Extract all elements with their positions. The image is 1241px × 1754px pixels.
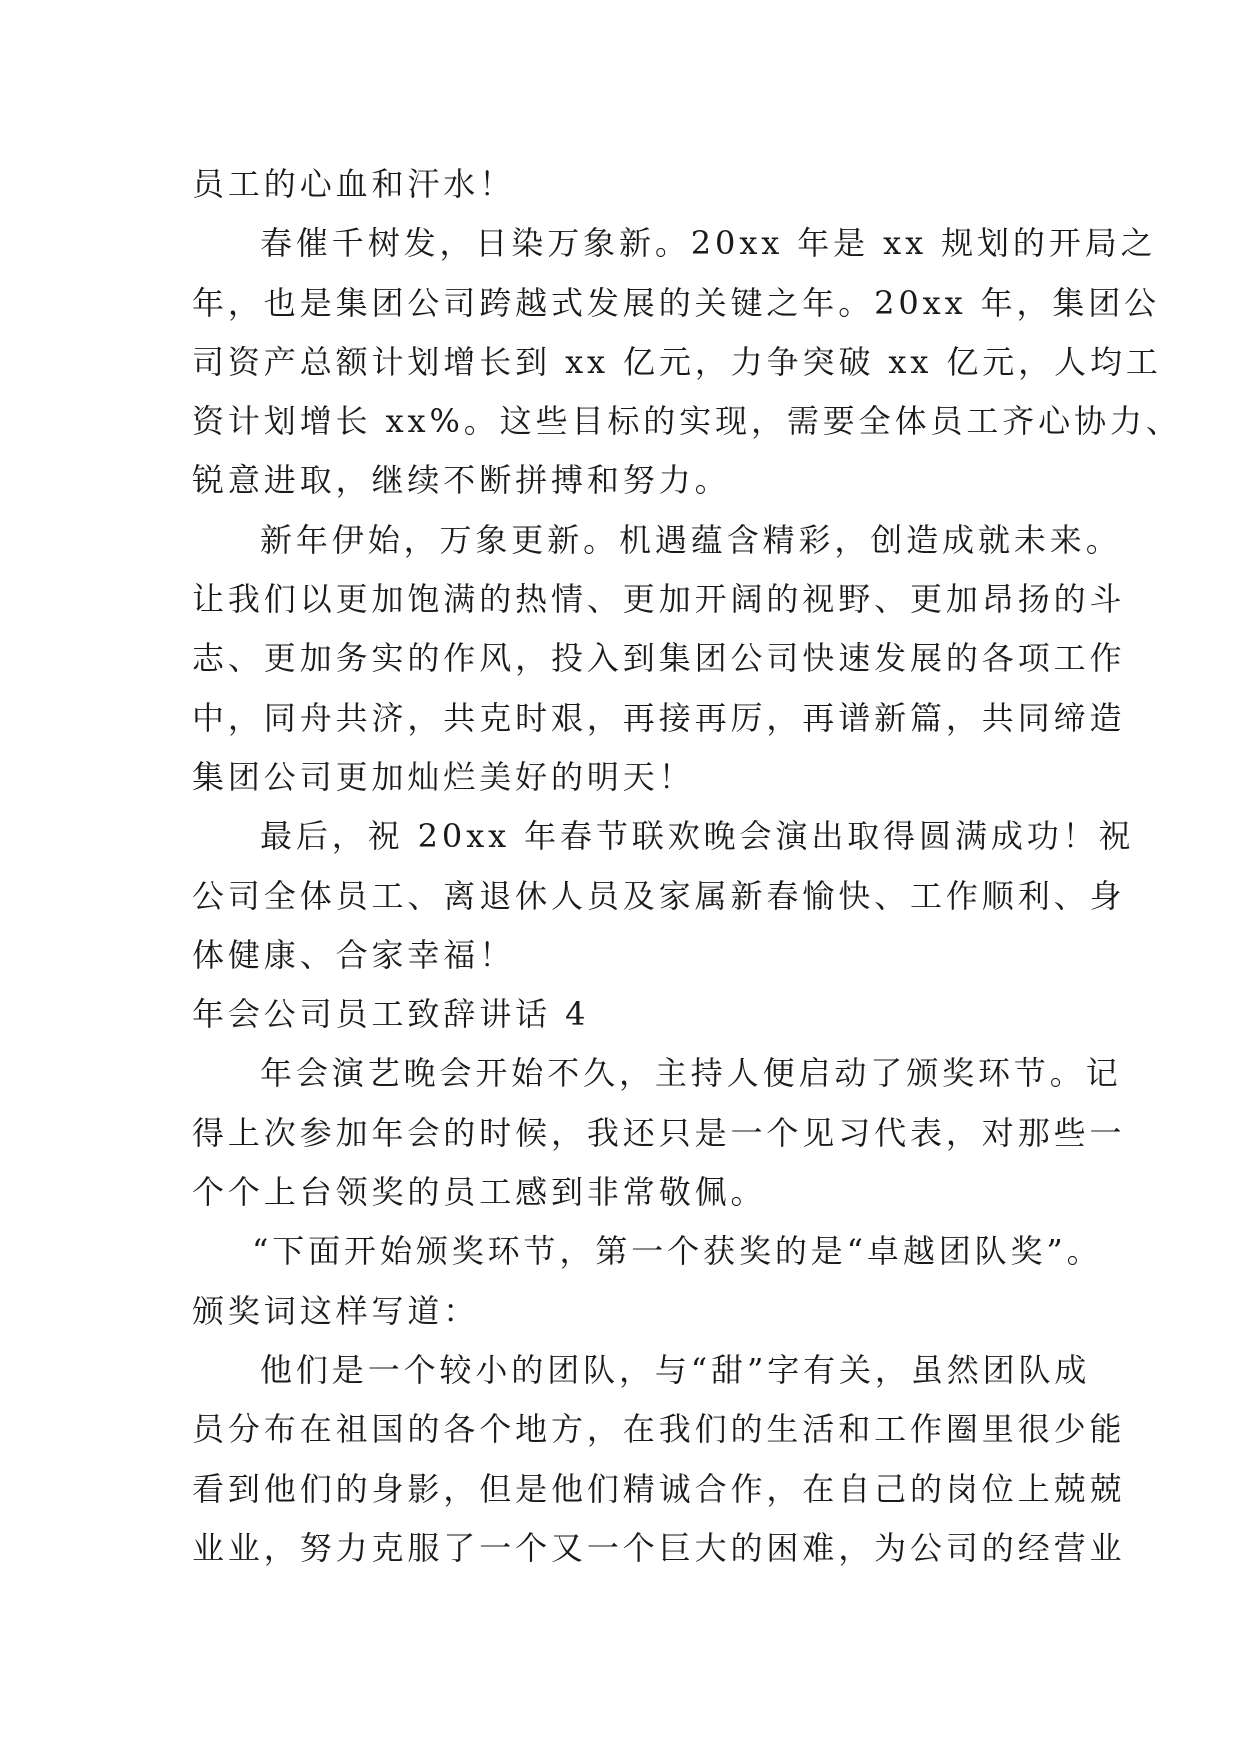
- paragraph-line: 集团公司更加灿烂美好的明天！: [192, 757, 695, 796]
- paragraph-line: 锐意进取，继续不断拼搏和努力。: [192, 461, 731, 500]
- paragraph-line: 资计划增长 xx%。这些目标的实现，需要全体员工齐心协力、: [192, 402, 1182, 441]
- paragraph-line: 得上次参加年会的时候，我还只是一个见习代表，对那些一: [192, 1113, 1126, 1152]
- paragraph-line: 中，同舟共济，共克时艰，再接再厉，再谱新篇，共同缔造: [192, 698, 1126, 737]
- paragraph-line: 最后，祝 20xx 年春节联欢晚会演出取得圆满成功！祝: [260, 817, 1135, 856]
- paragraph-line: 员工的心血和汗水！: [192, 165, 516, 203]
- paragraph-line: 公司全体员工、离退休人员及家属新春愉快、工作顺利、身: [192, 876, 1126, 915]
- paragraph-line: 业业，努力克服了一个又一个巨大的困难，为公司的经营业: [192, 1528, 1126, 1567]
- paragraph-line: 员分布在祖国的各个地方，在我们的生活和工作圈里很少能: [192, 1410, 1126, 1449]
- paragraph-line: 个个上台领奖的员工感到非常敬佩。: [192, 1173, 767, 1212]
- paragraph-line: 志、更加务实的作风，投入到集团公司快速发展的各项工作: [192, 639, 1126, 678]
- paragraph-line: 看到他们的身影，但是他们精诚合作，在自己的岗位上兢兢: [192, 1469, 1126, 1508]
- paragraph-line: 他们是一个较小的团队，与“甜”字有关，虽然团队成: [260, 1350, 1091, 1389]
- paragraph-line: 新年伊始，万象更新。机遇蕴含精彩，创造成就未来。: [260, 520, 1122, 559]
- paragraph-line: 颁奖词这样写道：: [192, 1291, 480, 1330]
- paragraph-line: “下面开始颁奖环节，第一个获奖的是“卓越团队奖”。: [252, 1232, 1103, 1271]
- paragraph-line: 让我们以更加饱满的热情、更加开阔的视野、更加昂扬的斗: [192, 580, 1126, 619]
- paragraph-line: 春催千树发，日染万象新。20xx 年是 xx 规划的开局之: [260, 224, 1157, 263]
- paragraph-line: 年会演艺晚会开始不久，主持人便启动了颁奖环节。记: [260, 1054, 1122, 1093]
- paragraph-line: 司资产总额计划增长到 xx 亿元，力争突破 xx 亿元，人均工: [192, 342, 1162, 381]
- section-heading: 年会公司员工致辞讲话 4: [192, 995, 590, 1034]
- paragraph-line: 年，也是集团公司跨越式发展的关键之年。20xx 年，集团公: [192, 283, 1161, 322]
- document-body: [192, 155, 1182, 1578]
- paragraph-line: 体健康、合家幸福！: [192, 935, 516, 974]
